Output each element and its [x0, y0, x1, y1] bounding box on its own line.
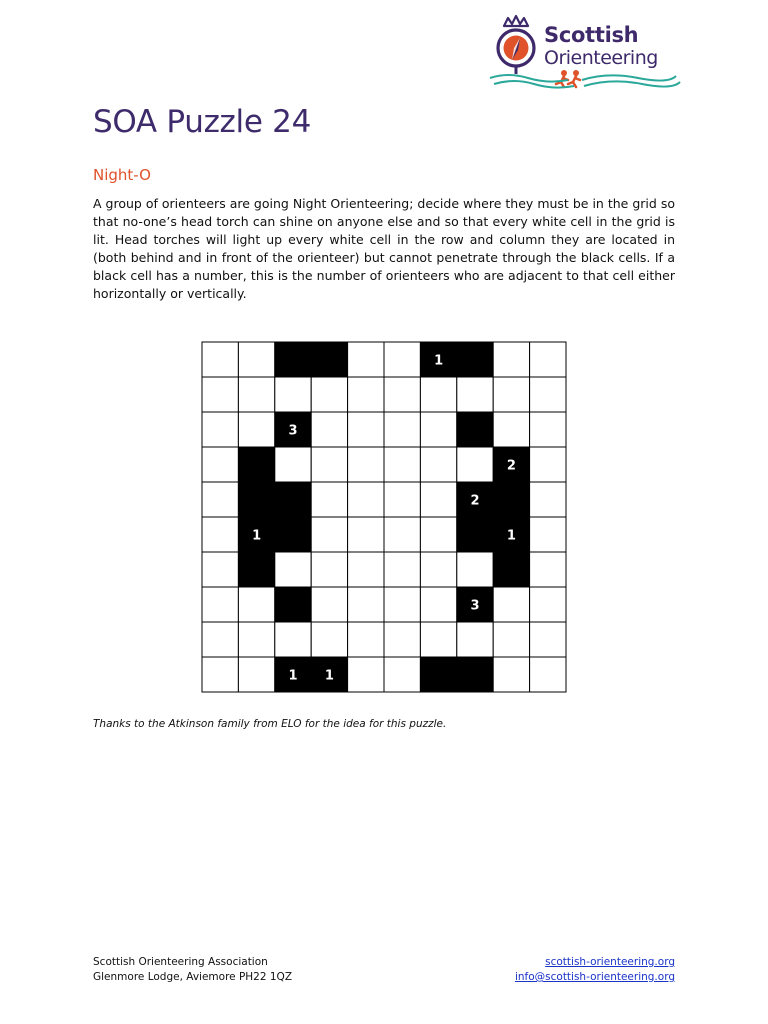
grid-cell-white[interactable]: [457, 377, 493, 412]
grid-cell-white[interactable]: [420, 587, 456, 622]
grid-cell-white[interactable]: [311, 517, 347, 552]
grid-cell-white[interactable]: [384, 447, 420, 482]
scottish-orienteering-logo: [488, 14, 688, 96]
grid-cell-white[interactable]: [530, 657, 566, 692]
grid-cell-white[interactable]: [420, 447, 456, 482]
grid-cell-white[interactable]: [348, 622, 384, 657]
grid-cell-white[interactable]: [202, 587, 238, 622]
grid-cell-black: [238, 482, 274, 517]
grid-cell-black: [275, 517, 311, 552]
grid-cell-white[interactable]: [420, 552, 456, 587]
grid-cell-white[interactable]: [238, 412, 274, 447]
clue-number: 2: [506, 458, 516, 474]
grid-cell-white[interactable]: [238, 587, 274, 622]
grid-cell-white[interactable]: [493, 342, 529, 377]
clue-number: 1: [288, 668, 298, 684]
grid-cell-white[interactable]: [493, 657, 529, 692]
clue-number: 1: [252, 528, 262, 544]
footer-address-line: Glenmore Lodge, Aviemore PH22 1QZ: [93, 971, 293, 983]
grid-cell-white[interactable]: [493, 377, 529, 412]
grid-cell-white[interactable]: [311, 377, 347, 412]
grid-cell-white[interactable]: [384, 587, 420, 622]
clue-number: 2: [470, 493, 480, 509]
grid-cell-white[interactable]: [202, 447, 238, 482]
grid-cell-white[interactable]: [457, 552, 493, 587]
grid-cell-white[interactable]: [202, 517, 238, 552]
grid-cell-white[interactable]: [384, 552, 420, 587]
grid-cell-white[interactable]: [202, 412, 238, 447]
grid-cell-white[interactable]: [420, 412, 456, 447]
grid-cell-white[interactable]: [311, 482, 347, 517]
clue-number: 1: [324, 668, 334, 684]
grid-cell-white[interactable]: [311, 587, 347, 622]
grid-cell-white[interactable]: [275, 377, 311, 412]
page-title: SOA Puzzle 24: [93, 104, 312, 140]
grid-cell-white[interactable]: [420, 377, 456, 412]
grid-cell-white[interactable]: [238, 622, 274, 657]
grid-cell-black: [275, 342, 311, 377]
credit-note: Thanks to the Atkinson family from ELO for the idea for this puzzle.: [93, 718, 447, 730]
clue-number: 1: [434, 353, 444, 369]
grid-cell-white[interactable]: [457, 447, 493, 482]
grid-cell-white[interactable]: [238, 342, 274, 377]
grid-cell-white[interactable]: [348, 412, 384, 447]
clue-number: 1: [506, 528, 516, 544]
footer-org-name: Scottish Orienteering Association: [93, 956, 268, 968]
clue-number: 3: [470, 598, 480, 614]
grid-cell-white[interactable]: [420, 482, 456, 517]
grid-cell-white[interactable]: [530, 552, 566, 587]
grid-cell-white[interactable]: [493, 587, 529, 622]
grid-cell-black: [493, 482, 529, 517]
grid-cell-black: [457, 517, 493, 552]
grid-cell-white[interactable]: [348, 587, 384, 622]
grid-cell-black: [457, 657, 493, 692]
puzzle-grid-svg[interactable]: [201, 341, 567, 693]
grid-cell-white[interactable]: [311, 552, 347, 587]
grid-cell-white[interactable]: [530, 517, 566, 552]
grid-cell-white[interactable]: [384, 622, 420, 657]
grid-cell-white[interactable]: [348, 552, 384, 587]
grid-cell-white[interactable]: [202, 552, 238, 587]
grid-cell-white[interactable]: [275, 622, 311, 657]
grid-cell-white[interactable]: [384, 657, 420, 692]
grid-cell-white[interactable]: [384, 342, 420, 377]
grid-cell-black: [457, 412, 493, 447]
grid-cell-white[interactable]: [202, 377, 238, 412]
grid-cell-black: [311, 342, 347, 377]
grid-cell-white[interactable]: [530, 622, 566, 657]
grid-cell-white[interactable]: [420, 622, 456, 657]
grid-cell-white[interactable]: [493, 622, 529, 657]
grid-cell-white[interactable]: [348, 482, 384, 517]
grid-cell-white[interactable]: [530, 377, 566, 412]
grid-cell-white[interactable]: [311, 412, 347, 447]
grid-cell-white[interactable]: [493, 412, 529, 447]
grid-cell-white[interactable]: [275, 447, 311, 482]
grid-cell-white[interactable]: [348, 447, 384, 482]
grid-cell-white[interactable]: [530, 482, 566, 517]
grid-cell-white[interactable]: [311, 622, 347, 657]
logo-text-orienteering: Orienteering: [544, 47, 658, 69]
footer-contact: [515, 955, 675, 985]
grid-cell-white[interactable]: [238, 377, 274, 412]
grid-cell-white[interactable]: [202, 622, 238, 657]
grid-cell-white[interactable]: [202, 657, 238, 692]
grid-cell-white[interactable]: [530, 342, 566, 377]
grid-cell-white[interactable]: [202, 482, 238, 517]
email-link[interactable]: info@scottish-orienteering.org: [514, 971, 675, 983]
grid-cell-white[interactable]: [384, 412, 420, 447]
grid-cell-white[interactable]: [311, 447, 347, 482]
grid-cell-white[interactable]: [530, 447, 566, 482]
puzzle-grid[interactable]: [201, 341, 567, 693]
grid-cell-white[interactable]: [202, 342, 238, 377]
grid-cell-black: [275, 587, 311, 622]
grid-cell-white[interactable]: [384, 482, 420, 517]
website-link[interactable]: scottish-orienteering.org: [545, 956, 675, 968]
grid-cell-white[interactable]: [275, 552, 311, 587]
grid-cell-black: [238, 447, 274, 482]
grid-cell-white[interactable]: [348, 342, 384, 377]
grid-cell-white[interactable]: [238, 657, 274, 692]
logo-text-scottish: Scottish: [544, 23, 639, 47]
grid-cell-black: [493, 552, 529, 587]
grid-cell-black: [238, 552, 274, 587]
footer-address: [93, 955, 292, 985]
grid-cell-white[interactable]: [530, 412, 566, 447]
grid-cell-white[interactable]: [348, 517, 384, 552]
grid-cell-white[interactable]: [348, 377, 384, 412]
puzzle-subtitle: Night-O: [93, 166, 151, 184]
grid-cell-white[interactable]: [420, 517, 456, 552]
grid-cell-white[interactable]: [384, 517, 420, 552]
clue-number: 3: [288, 423, 298, 439]
grid-cell-white[interactable]: [457, 622, 493, 657]
grid-cell-white[interactable]: [348, 657, 384, 692]
grid-cell-black: [420, 657, 456, 692]
grid-cell-white[interactable]: [384, 377, 420, 412]
puzzle-instructions: A group of orienteers are going Night Orienteering; decide where they must be in the grid so that no-one’s head torch can shine on anyone else and so that every white cell in the grid is lit. Head torches will light up every white cell in the row and column they are located in (both behind and in front of the orienteer) but cannot penetrate through the black cells. If a black cell has a number, this is the number of orienteers who are adjacent to that cell either horizontally or vertically.: [93, 196, 675, 301]
grid-cell-black: [275, 482, 311, 517]
grid-cell-black: [457, 342, 493, 377]
grid-cell-white[interactable]: [530, 587, 566, 622]
